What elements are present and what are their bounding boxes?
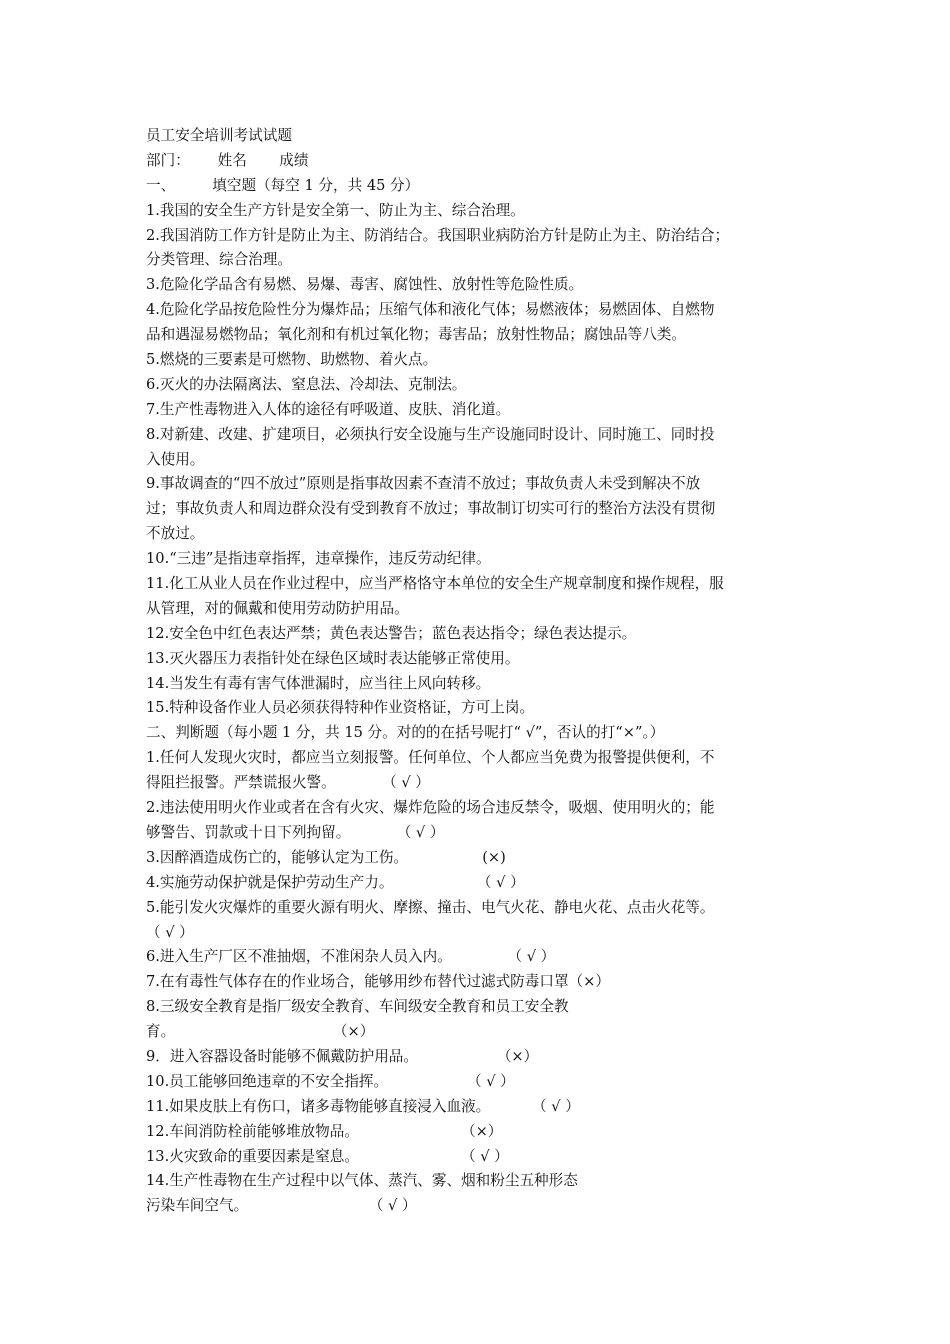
document-page: [146, 124, 811, 1219]
fill-blank-item-line: 分类管理、综合治理。: [146, 251, 292, 269]
document-title: 员工安全培训考试试题: [146, 127, 292, 144]
true-false-item-line: 14.生产性毒物在生产过程中以气体、蒸汽、雾、烟和粉尘五种形态: [146, 1172, 578, 1190]
true-false-item-line: 10.员工能够回绝违章的不安全指挥。 （ √ ）: [146, 1072, 515, 1090]
fill-blank-item-line: 2.我国消防工作方针是防止为主、防消结合。我国职业病防治方针是防止为主、防治结合；: [146, 226, 730, 244]
fill-blank-item-line: 入使用。: [146, 450, 205, 468]
true-false-item-line: 7.在有毒性气体存在的作业场合，能够用纱布替代过滤式防毒口罩（×）: [146, 973, 610, 991]
true-false-item-line: 4.实施劳动保护就是保护劳动生产力。 （ √ ）: [146, 873, 525, 891]
true-false-item-line: 2.违法使用明火作业或者在含有火灾、爆炸危险的场合违反禁令，吸烟、使用明火的；能: [146, 799, 715, 817]
true-false-item-line: 12.车间消防栓前能够堆放物品。 （×）: [146, 1122, 503, 1140]
true-false-item: [146, 995, 811, 1045]
fill-blank-item: [146, 298, 811, 348]
fill-blank-item-line: 4.危险化学品按危险性分为爆炸品；压缩气体和液化气体；易燃液体；易燃固体、自燃物: [146, 301, 715, 319]
fill-blank-item-line: 从管理，对的佩戴和使用劳动防护用品。: [146, 599, 409, 617]
fill-blank-item: [146, 273, 811, 298]
true-false-item-line: （ √ ）: [146, 923, 194, 941]
true-false-item: [146, 1070, 811, 1095]
fill-blank-item: [146, 622, 811, 647]
fill-blank-item-line: 5.燃烧的三要素是可燃物、助燃物、着火点。: [146, 351, 438, 369]
section-2-heading: 二、判断题（每小题 1 分，共 15 分。对的的在括号呢打“ √”，否认的打“×”。）: [146, 724, 665, 742]
true-false-item-line: 育。 （×）: [146, 1023, 375, 1041]
section-1-items: [146, 199, 811, 722]
fill-blank-item-line: 品和遇湿易燃物品；氧化剂和有机过氧化物；毒害品；放射性物品；腐蚀品等八类。: [146, 326, 686, 344]
fill-blank-item: [146, 398, 811, 423]
true-false-item-line: 1.任何人发现火灾时，都应当立刻报警。任何单位、个人都应当免费为报警提供便利，不: [146, 749, 715, 767]
true-false-item: [146, 796, 811, 846]
true-false-item: [146, 945, 811, 970]
fill-blank-item-line: 10.“三违”是指违章指挥，违章操作，违反劳动纪律。: [146, 550, 491, 568]
fill-blank-item-line: 9.事故调查的“四不放过”原则是指事故因素不查清不放过；事故负责人未受到解决不放: [146, 475, 701, 493]
true-false-item: [146, 846, 811, 871]
fill-blank-item: [146, 199, 811, 224]
true-false-item-line: 13.火灾致命的重要因素是窒息。 （ √ ）: [146, 1147, 509, 1165]
true-false-item: [146, 746, 811, 796]
true-false-item-line: 11.如果皮肤上有伤口，诸多毒物能够直接浸入血液。 （ √ ）: [146, 1097, 580, 1115]
fill-blank-item: [146, 696, 811, 721]
section-1-heading: 一、 填空题（每空 1 分，共 45 分）: [146, 176, 420, 194]
fill-blank-item-line: 6.灭火的办法隔离法、窒息法、冷却法、克制法。: [146, 375, 467, 393]
true-false-item-line: 5.能引发火灾爆炸的重要火源有明火、摩擦、撞击、电气火花、静电火花、点击火花等。: [146, 898, 715, 916]
true-false-item-line: 8.三级安全教育是指厂级安全教育、车间级安全教育和员工安全教: [146, 998, 569, 1016]
fill-blank-item-line: 过；事故负责人和周边群众没有受到教育不放过；事故制订切实可行的整治方法没有贯彻: [146, 500, 716, 518]
true-false-item-line: 9．进入容器设备时能够不佩戴防护用品。 （×）: [146, 1047, 539, 1065]
fill-blank-item: [146, 224, 811, 274]
true-false-item: [146, 1120, 811, 1145]
fill-blank-item: [146, 647, 811, 672]
true-false-item: [146, 1095, 811, 1120]
fill-blank-item: [146, 572, 811, 622]
fill-blank-item: [146, 373, 811, 398]
fill-blank-item: [146, 348, 811, 373]
true-false-item-line: 够警告、罚款或十日下列拘留。 （ √ ）: [146, 823, 445, 841]
true-false-item: [146, 1145, 811, 1170]
true-false-item: [146, 970, 811, 995]
fill-blank-item-line: 12.安全色中红色表达严禁；黄色表达警告；蓝色表达指令；绿色表达提示。: [146, 624, 637, 642]
fill-blank-item-line: 8.对新建、改建、扩建项目，必须执行安全设施与生产设施同时设计、同时施工、同时投: [146, 425, 715, 443]
fill-blank-item-line: 1.我国的安全生产方针是安全第一、防止为主、综合治理。: [146, 201, 525, 219]
true-false-item: [146, 896, 811, 946]
true-false-item-line: 6.进入生产厂区不准抽烟，不准闲杂人员入内。 （ √ ）: [146, 948, 556, 966]
fill-blank-item: [146, 423, 811, 473]
fill-blank-item: [146, 547, 811, 572]
fill-blank-item: [146, 672, 811, 697]
true-false-item-line: 污染车间空气。 （ √ ）: [146, 1197, 417, 1215]
true-false-item-line: 3.因醉酒造成伤亡的，能够认定为工伤。 (×): [146, 848, 506, 866]
fill-blank-item: [146, 472, 811, 547]
fill-blank-item-line: 不放过。: [146, 525, 205, 543]
header-fields: 部门： 姓名 成绩: [146, 151, 309, 169]
true-false-item-line: 得阻拦报警。严禁谎报火警。 （ √ ）: [146, 774, 430, 792]
true-false-item: [146, 1169, 811, 1219]
true-false-item: [146, 1045, 811, 1070]
fill-blank-item-line: 7.生产性毒物进入人体的途径有呼吸道、皮肤、消化道。: [146, 400, 511, 418]
section-2-items: [146, 746, 811, 1219]
fill-blank-item-line: 15.特种设备作业人员必须获得特种作业资格证，方可上岗。: [146, 699, 535, 717]
fill-blank-item-line: 3.危险化学品含有易燃、易爆、毒害、腐蚀性、放射性等危险性质。: [146, 276, 584, 294]
fill-blank-item-line: 11.化工从业人员在作业过程中，应当严格恪守本单位的安全生产规章制度和操作规程，服: [146, 575, 724, 593]
fill-blank-item-line: 13.灭火器压力表指针处在绿色区域时表达能够正常使用。: [146, 649, 520, 667]
fill-blank-item-line: 14.当发生有毒有害气体泄漏时，应当往上风向转移。: [146, 674, 491, 692]
true-false-item: [146, 871, 811, 896]
